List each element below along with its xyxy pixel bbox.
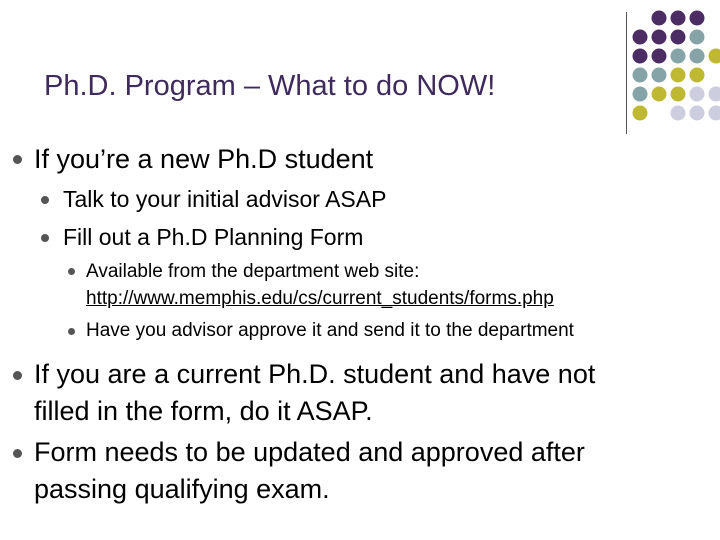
decorative-dot [671, 87, 686, 102]
decorative-dot [709, 106, 720, 121]
bullet-dot [41, 234, 49, 242]
bullet-current-student-cont: filled in the form, do it ASAP. [34, 396, 373, 426]
decorative-dot [690, 11, 705, 26]
decorative-dot [652, 49, 667, 64]
bullet-advisor-approve: Have you advisor approve it and send it to the department [86, 320, 574, 341]
decorative-dot [671, 68, 686, 83]
decorative-dot [690, 87, 705, 102]
bullet-dot [68, 268, 75, 275]
decorative-dot [633, 30, 648, 45]
decorative-dot [633, 87, 648, 102]
decorative-dot [690, 49, 705, 64]
slide-title: Ph.D. Program – What to do NOW! [44, 70, 496, 102]
bullet-form-update-cont: passing qualifying exam. [34, 474, 330, 504]
bullet-current-student: If you are a current Ph.D. student and have not [34, 359, 596, 389]
decorative-dot [652, 11, 667, 26]
bullet-dot [13, 155, 22, 164]
decorative-dot [633, 68, 648, 83]
decorative-dot [652, 30, 667, 45]
bullet-dot [13, 371, 22, 380]
bullet-dot [41, 196, 49, 204]
bullet-planning-form: Fill out a Ph.D Planning Form [63, 224, 364, 250]
bullet-talk-advisor: Talk to your initial advisor ASAP [63, 186, 387, 212]
bullet-available-from: Available from the department web site: [86, 261, 420, 282]
title-divider-line [626, 12, 627, 134]
decorative-dot [671, 106, 686, 121]
bullet-dot [68, 328, 75, 335]
decorative-dot [709, 49, 720, 64]
decorative-dot [671, 30, 686, 45]
decorative-dot [652, 68, 667, 83]
decorative-dot [690, 68, 705, 83]
decorative-dot [709, 87, 720, 102]
bullet-form-update: Form needs to be updated and approved after [34, 437, 585, 467]
decorative-dot [671, 49, 686, 64]
bullet-dot [13, 449, 22, 458]
decorative-dot [690, 30, 705, 45]
decorative-dot [633, 49, 648, 64]
decorative-dot [633, 106, 648, 121]
decorative-dot [671, 11, 686, 26]
decorative-dot [652, 87, 667, 102]
decorative-dot [690, 106, 705, 121]
forms-link[interactable]: http://www.memphis.edu/cs/current_students/forms.php [86, 288, 554, 309]
decorative-dot-grid [0, 0, 720, 150]
bullet-new-student: If you’re a new Ph.D student [34, 144, 374, 174]
